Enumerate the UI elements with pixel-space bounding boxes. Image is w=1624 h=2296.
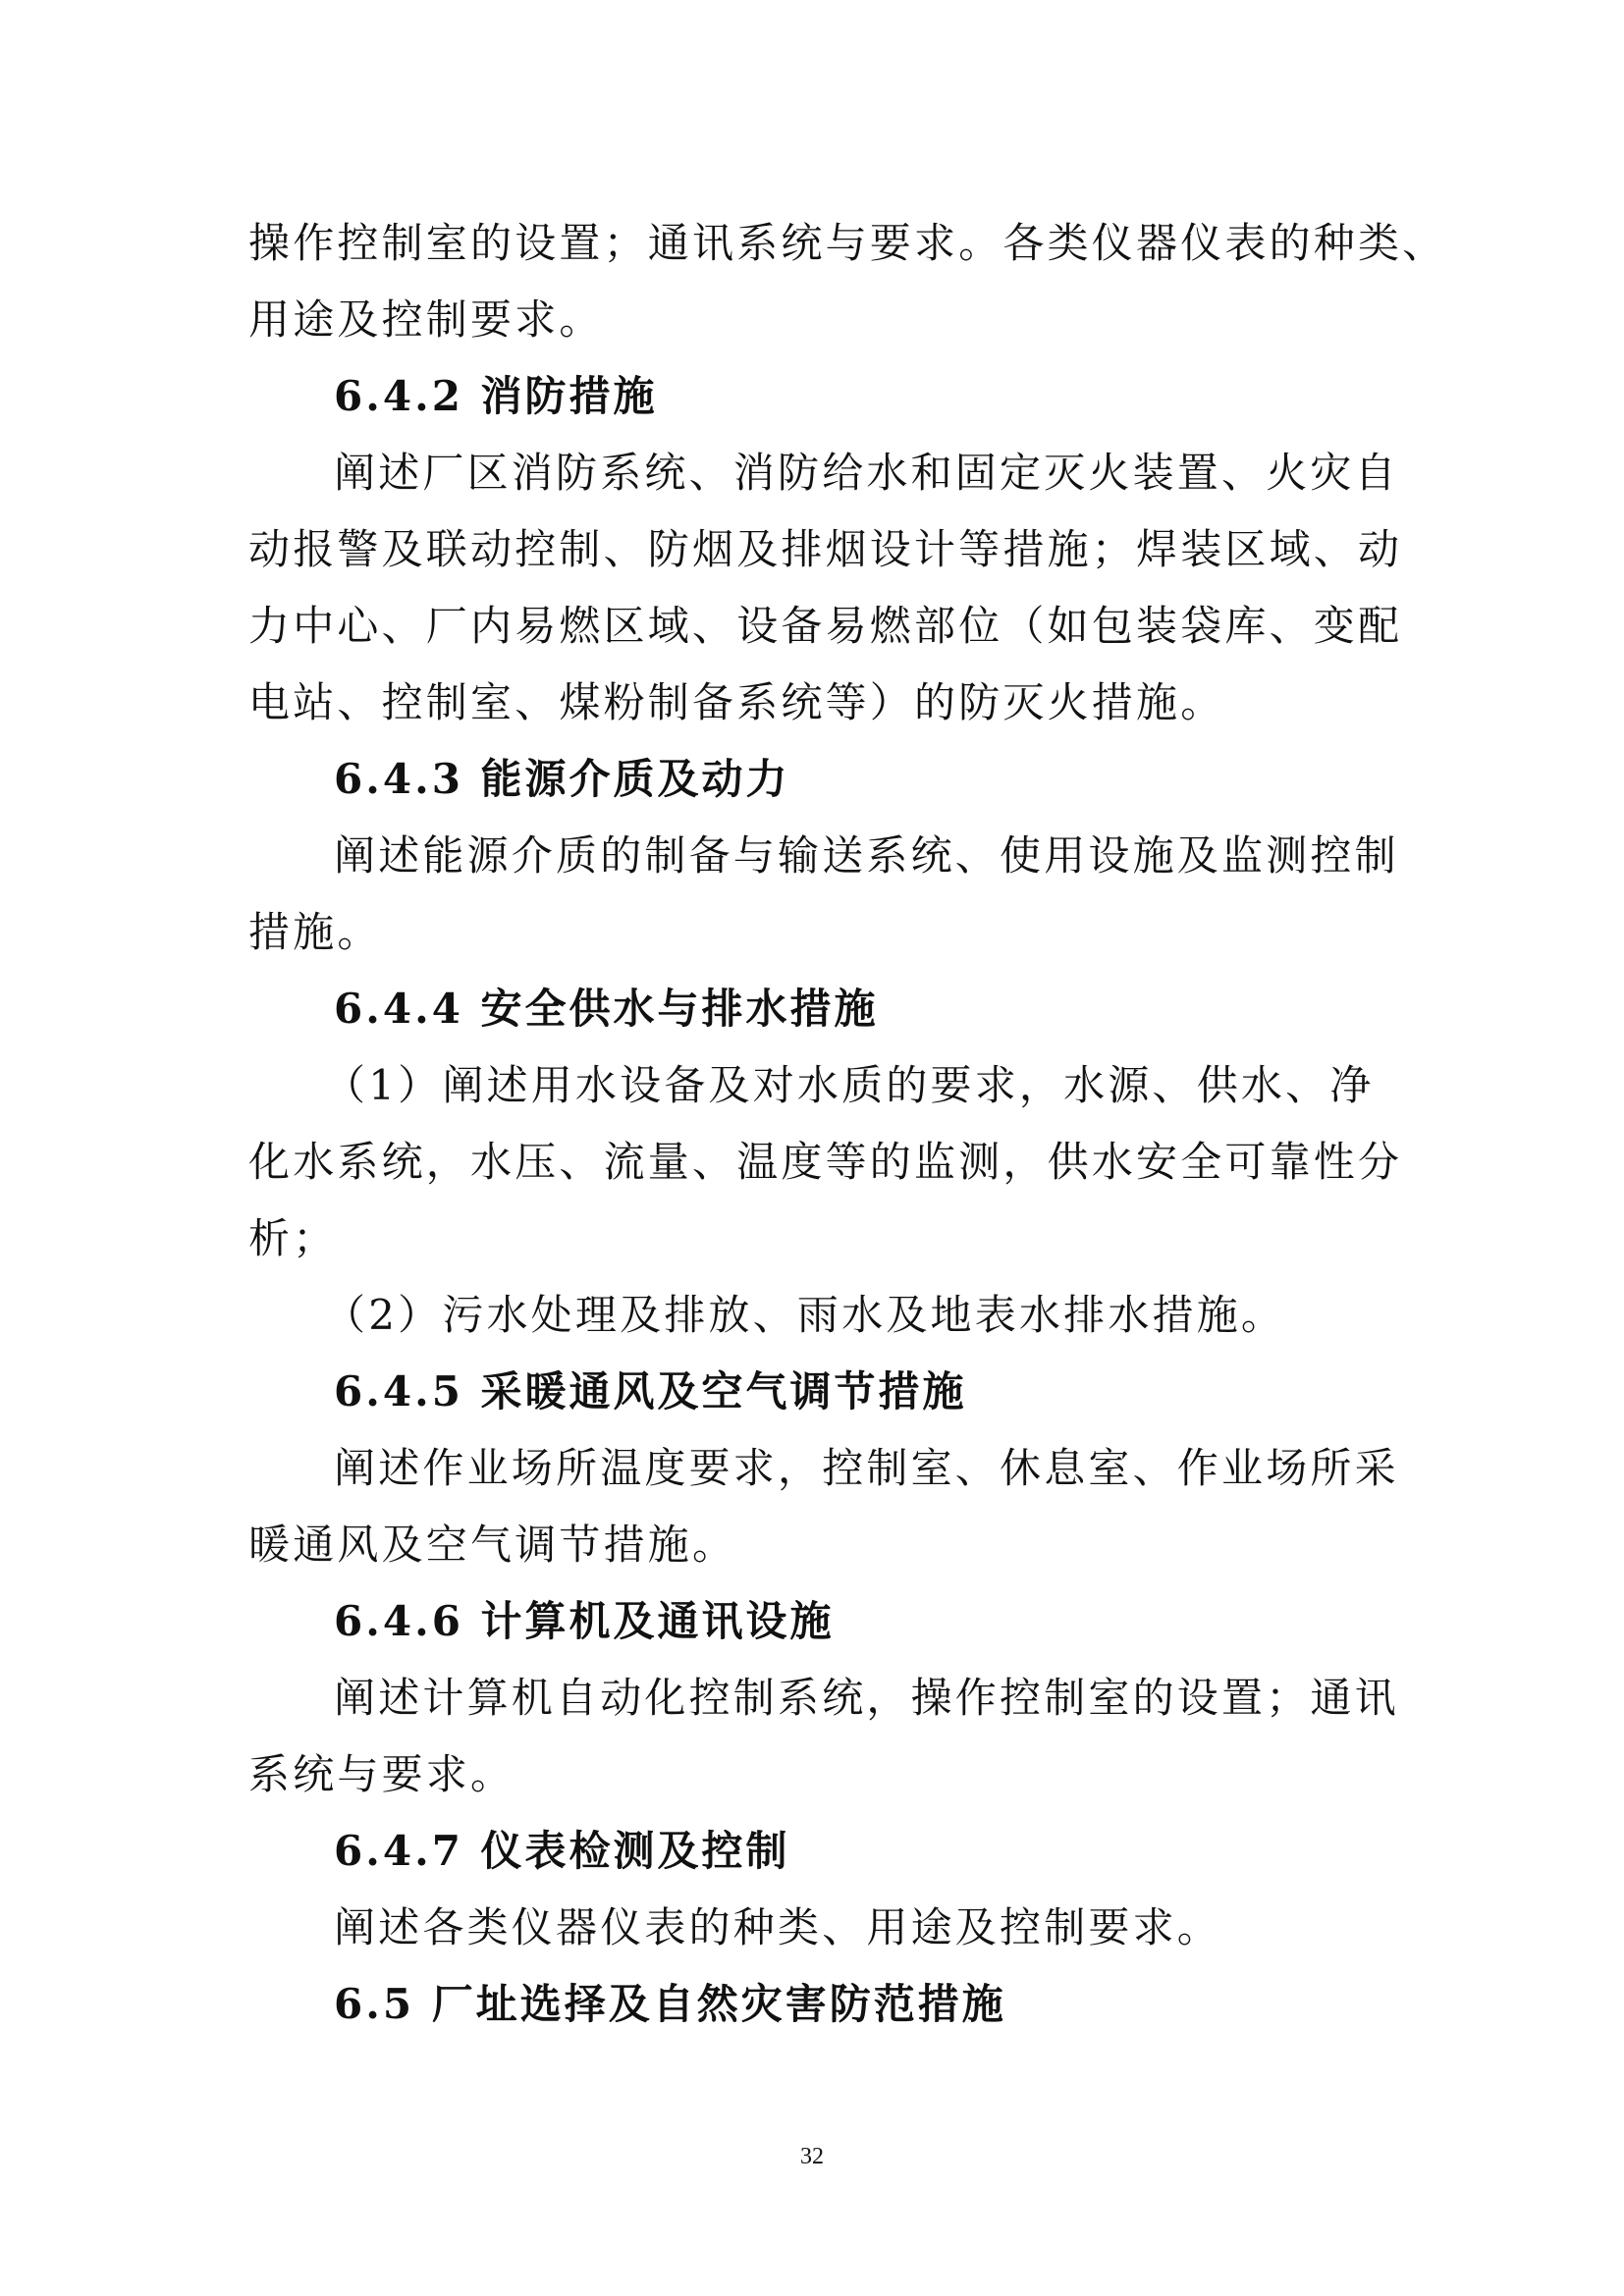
page-number: 32 (800, 2144, 824, 2169)
text-line: 阐述能源介质的制备与输送系统、使用设施及监测控制 (334, 831, 1399, 880)
text-line: 系统与要求。 (248, 1750, 515, 1798)
text-line: 动报警及联动控制、防烟及排烟设计等措施；焊装区域、动 (248, 525, 1403, 573)
text-line: 化水系统，水压、流量、温度等的监测，供水安全可靠性分 (248, 1138, 1403, 1186)
list-item-2: （2）污水处理及排放、雨水及地表水排水措施。 (324, 1291, 1286, 1339)
text-line: 阐述厂区消防系统、消防给水和固定灭火装置、火灾自 (334, 449, 1399, 497)
text-line: 暖通风及空气调节措施。 (248, 1521, 737, 1569)
section-heading-6-4-3: 6.4.3 能源介质及动力 (334, 755, 790, 803)
section-heading-6-4-7: 6.4.7 仪表检测及控制 (334, 1827, 790, 1875)
text-line: 操作控制室的设置；通讯系统与要求。各类仪器仪表的种类、 (248, 219, 1447, 267)
section-heading-6-4-5: 6.4.5 采暖通风及空气调节措施 (334, 1367, 967, 1415)
text-line: 措施。 (248, 908, 382, 956)
list-item-1: （1）阐述用水设备及对水质的要求，水源、供水、净 (324, 1061, 1375, 1109)
section-heading-6-4-6: 6.4.6 计算机及通讯设施 (334, 1597, 835, 1645)
text-line: 力中心、厂内易燃区域、设备易燃部位（如包装袋库、变配 (248, 602, 1403, 650)
text-line: 阐述作业场所温度要求，控制室、休息室、作业场所采 (334, 1444, 1399, 1492)
section-heading-6-4-4: 6.4.4 安全供水与排水措施 (334, 985, 879, 1033)
text-line: 阐述计算机自动化控制系统，操作控制室的设置；通讯 (334, 1674, 1399, 1722)
text-line: 阐述各类仪器仪表的种类、用途及控制要求。 (334, 1903, 1222, 1951)
text-line: 析； (248, 1214, 338, 1262)
section-heading-6-5: 6.5 厂址选择及自然灾害防范措施 (334, 1980, 1006, 2028)
text-line: 用途及控制要求。 (248, 295, 604, 344)
text-line: 电站、控制室、煤粉制备系统等）的防灭火措施。 (248, 678, 1225, 726)
section-heading-6-4-2: 6.4.2 消防措施 (334, 372, 658, 420)
